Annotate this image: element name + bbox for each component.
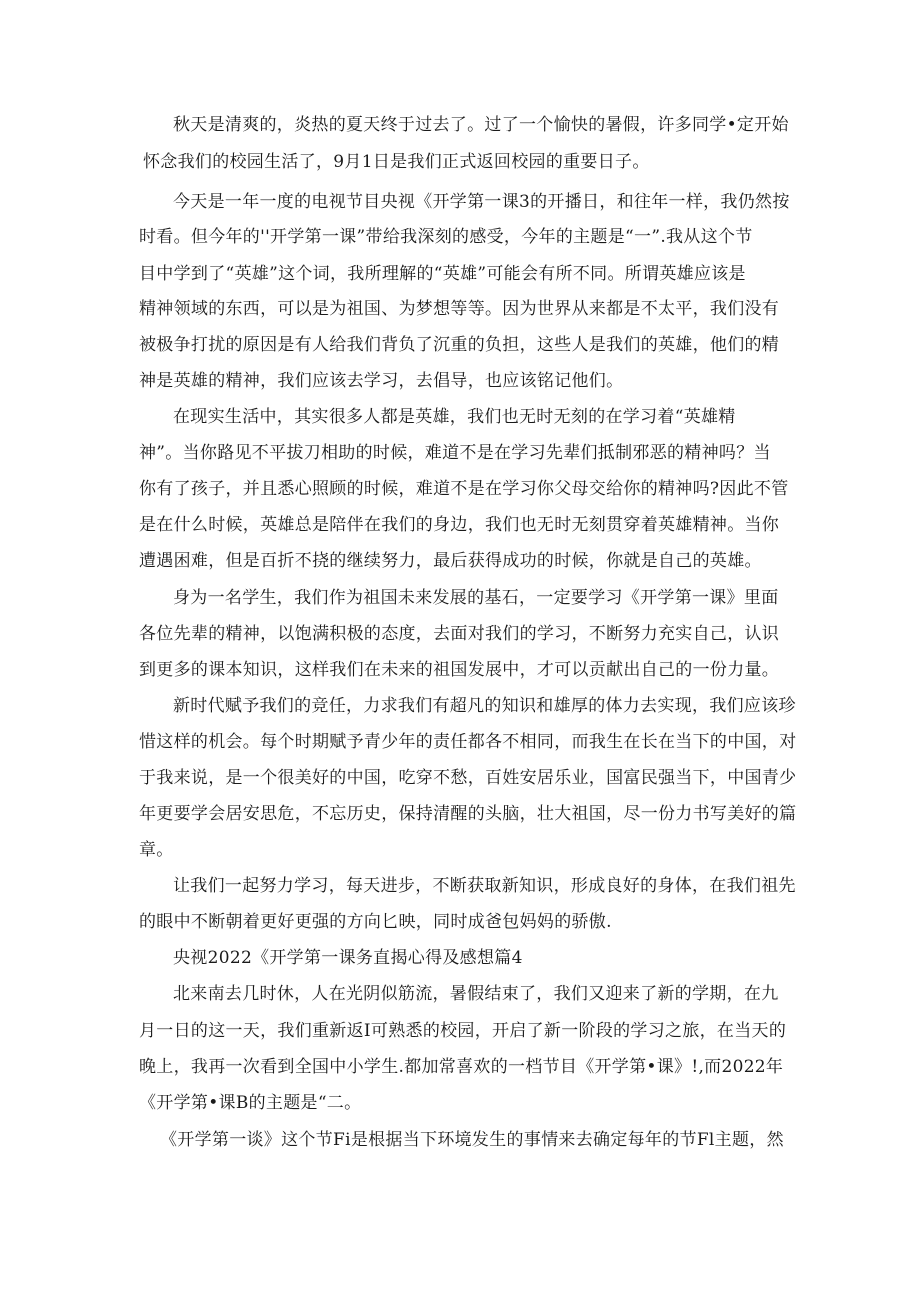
text-line: 今天是一年一度的电视节目央视《开学第一课3的开播日，和往年一样，我仍然按 [173, 192, 790, 212]
text-line: 是在什么时候，英雄总是陪伴在我们的身边，我们也无时无刻贯穿着英雄精神。当你 [139, 515, 780, 535]
text-line: 北来南去几时休，人在光阴似筋流，暑假结束了，我们又迎来了新的学期，在九 [173, 984, 779, 1004]
text-line: 精神领域的东西，可以是为祖国、为梦想等等。因为世界从来都是不太平，我们没有 [139, 299, 780, 319]
text-line: 神是英雄的精神，我们应该去学习，去倡导，也应该铭记他们。 [139, 371, 624, 391]
text-line: 你有了孩子，并且悉心照顾的时候，难道不是在学习你父母交给你的精神吗?因此不管 [139, 479, 789, 499]
text-line: 年更要学会居安思危，不忘历史，保持清醒的头脑，壮大祖国，尽一份力书写美好的篇 [139, 804, 797, 824]
text-line: 《开学第一谈》这个节Fi是根据当下环境发生的事情来去确定每年的节Fl主题，然 [160, 1130, 784, 1150]
text-line: 身为一名学生，我们作为祖国未来发展的基石，一定要学习《开学第一课》里面 [173, 588, 779, 608]
text-line: 月一日的这一天，我们重新返I可熟悉的校园，开启了新一阶段的学习之旅，在当天的 [139, 1021, 787, 1041]
text-line: 在现实生活中，其实很多人都是英雄，我们也无时无刻的在学习着“英雄精 [173, 407, 736, 427]
text-line: 晚上，我再一次看到全国中小学生.都加常喜欢的一档节目《开学第•课》!,而2022年 [139, 1057, 784, 1077]
text-line: 神”。当你路见不平拔刀相助的时候，难道不是在学习先辈们抵制邪恶的精神吗？当 [139, 443, 771, 463]
text-line: 目中学到了“英雄”这个词，我所理解的“英雄”可能会有所不同。所谓英雄应该是 [139, 264, 746, 284]
text-line: 于我来说，是一个很美好的中国，吃穿不愁，百姓安居乐业，国富民强当下，中国青少 [139, 768, 797, 788]
text-line: 章。 [139, 840, 174, 860]
text-line: 新时代赋予我们的竞任，力求我们有超凡的知识和雄厚的体力去实现，我们应该珍 [173, 696, 796, 716]
text-line: 惜这样的机会。每个时期赋予青少年的责任都各不相同，而我生在长在当下的中国，对 [139, 732, 797, 752]
section-heading: 央视2022《开学第一课务直揭心得及感想篇4 [173, 948, 523, 968]
text-line: 怀念我们的校园生活了，9月1日是我们正式返回校园的重要日子。 [143, 152, 650, 172]
text-line: 被极争打扰的原因是有人给我们背负了沉重的负担，这些人是我们的英雄，他们的精 [139, 335, 780, 355]
text-line: 的眼中不断朝着更好更强的方向匕映，同时成爸包妈妈的骄傲. [139, 912, 612, 932]
text-line: 时看。但今年的''开学第一课”带给我深刻的感受，今年的主题是“一”.我从这个节 [139, 227, 753, 247]
text-line: 遭遇困难，但是百折不挠的继续努力，最后获得成功的时候，你就是自己的英雄。 [139, 551, 762, 571]
text-line: 《开学第•课B的主题是“二。 [139, 1093, 362, 1113]
text-line: 到更多的课本知识，这样我们在未来的祖国发展中，才可以贡献出自己的一份力量。 [139, 660, 780, 680]
text-line: 秋天是清爽的，炎热的夏天终于过去了。过了一个愉快的暑假，许多同学•定开始 [173, 115, 789, 135]
text-line: 让我们一起努力学习，每天进步，不断获取新知识，形成良好的身体，在我们祖先 [173, 876, 796, 896]
text-line: 各位先辈的精神，以饱满积极的态度，去面对我们的学习，不断努力充实自己，认识 [139, 624, 780, 644]
